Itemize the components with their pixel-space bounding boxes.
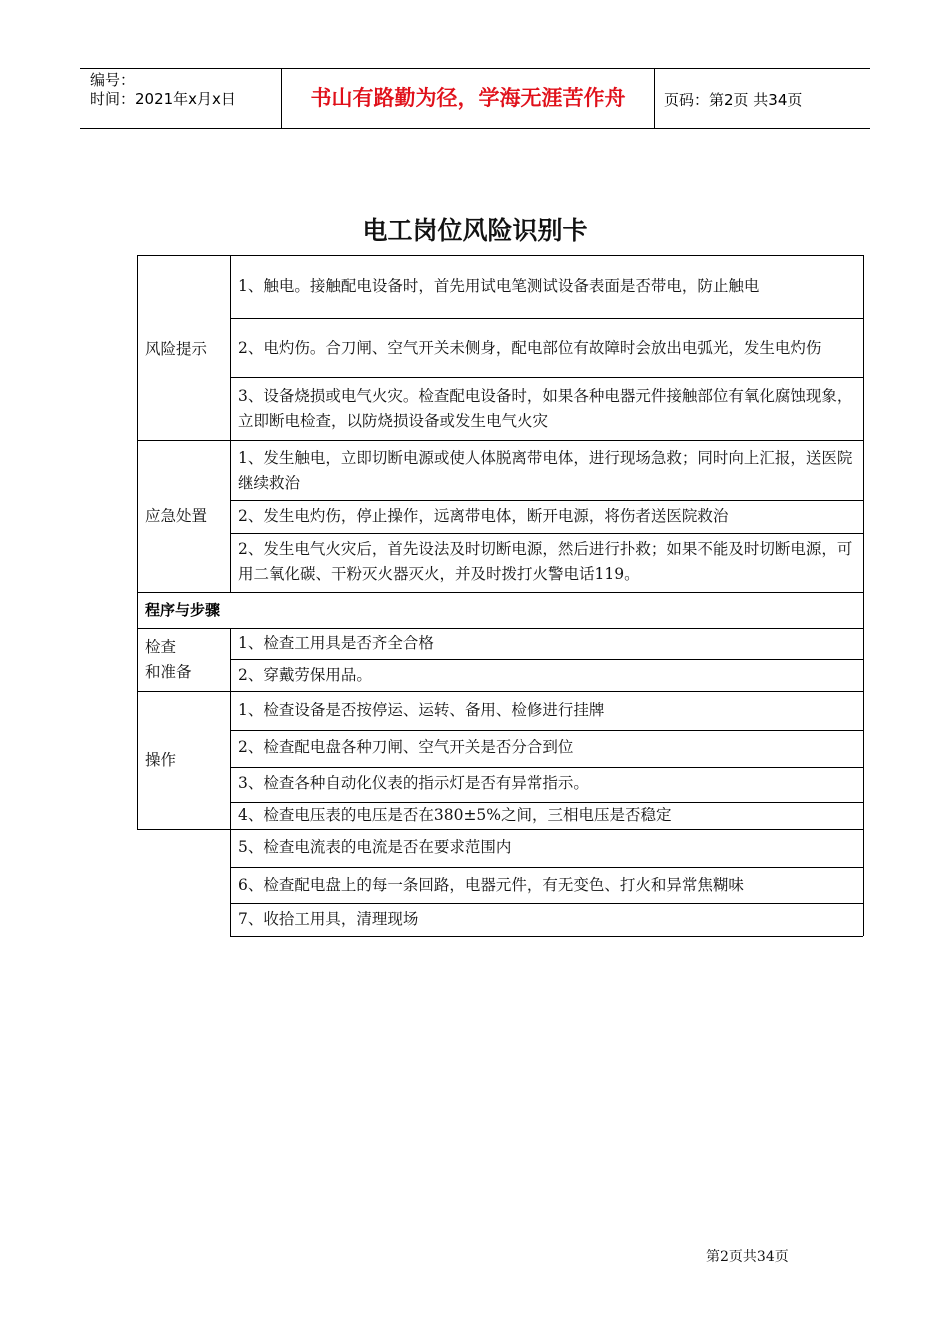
table-rule <box>230 377 863 378</box>
operation-item: 7、收拾工用具，清理现场 <box>238 910 419 928</box>
procedure-heading: 程序与步骤 <box>145 601 221 619</box>
header-motto: 书山有路勤为径，学海无涯苦作舟 <box>310 86 626 110</box>
emergency-item: 2、发生电气火灾后，首先设法及时切断电源，然后进行扑救；如果不能及时切断电源，可用二氧化碳、干粉灭火器灭火，并及时拨打火警电话119。 <box>238 540 853 583</box>
table-rule <box>137 440 863 441</box>
page-info: 页码：第2页 共34页 <box>664 91 803 109</box>
table-rule <box>230 867 863 868</box>
header-divider <box>654 68 655 128</box>
emergency-item: 2、发生电灼伤，停止操作，远离带电体，断开电源，将伤者送医院救治 <box>238 507 729 525</box>
table-rule <box>863 255 864 936</box>
table-rule <box>137 255 138 829</box>
table-rule <box>230 767 863 768</box>
table-rule <box>230 730 863 731</box>
operation-item: 1、检查设备是否按停运、运转、备用、检修进行挂牌 <box>238 701 605 719</box>
table-rule <box>230 255 231 592</box>
table-rule <box>137 691 863 692</box>
serial-label: 编号： <box>90 71 136 89</box>
table-rule <box>137 628 863 629</box>
table-rule <box>230 628 231 936</box>
check-label-line2: 和准备 <box>145 663 192 681</box>
operation-label: 操作 <box>145 751 177 769</box>
table-rule <box>230 533 863 534</box>
operation-item: 4、检查电压表的电压是否在380±5%之间，三相电压是否稳定 <box>238 806 672 824</box>
table-rule <box>230 659 863 660</box>
table-rule <box>230 318 863 319</box>
operation-item: 5、检查电流表的电流是否在要求范围内 <box>238 838 512 856</box>
operation-item: 2、检查配电盘各种刀闸、空气开关是否分合到位 <box>238 738 574 756</box>
table-rule <box>230 936 863 937</box>
check-label-line1: 检查 <box>145 638 177 656</box>
header-top-rule <box>80 68 870 69</box>
table-rule <box>137 829 863 830</box>
table-rule <box>137 592 863 593</box>
table-rule <box>137 255 863 256</box>
header-bottom-rule <box>80 128 870 129</box>
document-title: 电工岗位风险识别卡 <box>362 216 588 245</box>
time-label: 时间：2021年x月x日 <box>90 90 236 108</box>
emergency-item: 1、发生触电，立即切断电源或使人体脱离带电体，进行现场急救；同时向上汇报，送医院继续救治 <box>238 449 853 492</box>
page-footer: 第2页共34页 <box>706 1249 789 1265</box>
risk-item: 2、电灼伤。合刀闸、空气开关未侧身，配电部位有故障时会放出电弧光，发生电灼伤 <box>238 339 822 357</box>
risk-item: 1、触电。接触配电设备时，首先用试电笔测试设备表面是否带电，防止触电 <box>238 277 760 295</box>
risk-label: 风险提示 <box>145 340 208 358</box>
table-rule <box>230 903 863 904</box>
emergency-label: 应急处置 <box>145 507 208 525</box>
check-item: 2、穿戴劳保用品。 <box>238 666 372 684</box>
check-item: 1、检查工用具是否齐全合格 <box>238 634 434 652</box>
risk-item: 3、设备烧损或电气火灾。检查配电设备时，如果各种电器元件接触部位有氧化腐蚀现象，立即断电检查，以防烧损设备或发生电气火灾 <box>238 387 853 430</box>
operation-item: 6、检查配电盘上的每一条回路，电器元件，有无变色、打火和异常焦糊味 <box>238 876 744 894</box>
table-rule <box>230 500 863 501</box>
operation-item: 3、检查各种自动化仪表的指示灯是否有异常指示。 <box>238 774 589 792</box>
